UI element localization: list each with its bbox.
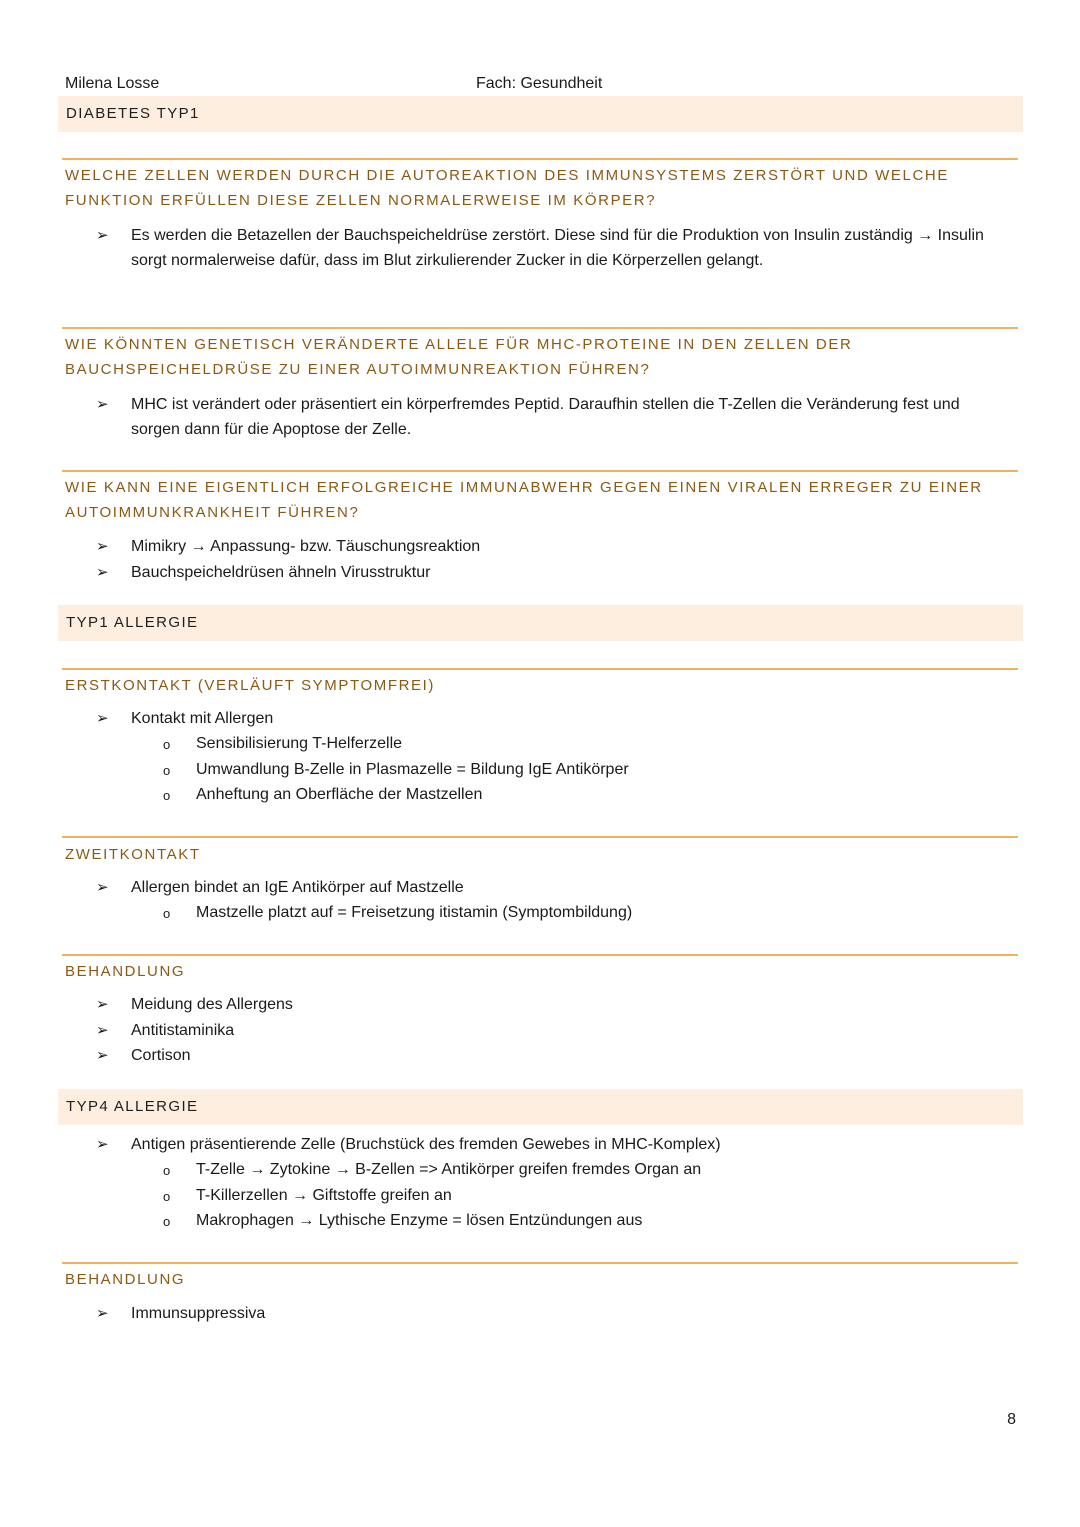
- arrow-bullet-icon: ➢: [96, 227, 109, 244]
- page-number: 8: [1007, 1411, 1016, 1428]
- circle-bullet-icon: o: [163, 1189, 171, 1204]
- subsection-heading: BEHANDLUNG: [65, 1271, 186, 1288]
- section-title: TYP4 ALLERGIE: [66, 1098, 199, 1115]
- bullet-text: sorgen dann für die Apoptose der Zelle.: [131, 421, 412, 438]
- bullet-text: sorgt normalerweise dafür, dass im Blut zirkulierender Zucker in die Körperzellen gelangt.: [131, 252, 764, 269]
- sub-bullet-text: Sensibilisierung T-Helferzelle: [196, 735, 403, 752]
- arrow-bullet-icon: ➢: [96, 1022, 109, 1039]
- arrow-bullet-icon: ➢: [96, 538, 109, 555]
- divider-rule: [62, 327, 1018, 329]
- circle-bullet-icon: o: [163, 1214, 171, 1229]
- section-band-diabetes: [58, 96, 1023, 132]
- section-title: DIABETES TYP1: [66, 105, 200, 122]
- subsection-heading: BEHANDLUNG: [65, 963, 186, 980]
- author-name: Milena Losse: [65, 75, 160, 92]
- bullet-text: Immunsuppressiva: [131, 1305, 266, 1322]
- sub-bullet-text: Makrophagen → Lythische Enzyme = lösen Entzündungen aus: [196, 1212, 643, 1229]
- question-heading: WIE KANN EINE EIGENTLICH ERFOLGREICHE IMMUNABWEHR GEGEN EINEN VIRALEN ERREGER ZU EINER AUTOIMMUNKRANKHEIT FÜHREN?: [65, 479, 983, 521]
- arrow-bullet-icon: ➢: [96, 396, 109, 413]
- bullet-text: Antitistaminika: [131, 1022, 235, 1039]
- section-band-typ1: [58, 605, 1023, 641]
- arrow-bullet-icon: ➢: [96, 1047, 109, 1064]
- circle-bullet-icon: o: [163, 763, 171, 778]
- sub-bullet-text: T-Killerzellen → Giftstoffe greifen an: [196, 1187, 452, 1204]
- section-band-typ4: [58, 1089, 1023, 1125]
- arrow-bullet-icon: ➢: [96, 996, 109, 1013]
- arrow-bullet-icon: ➢: [96, 1305, 109, 1322]
- divider-rule: [62, 836, 1018, 838]
- section-title: TYP1 ALLERGIE: [66, 614, 199, 631]
- arrow-bullet-icon: ➢: [96, 710, 109, 727]
- question-heading: WELCHE ZELLEN WERDEN DURCH DIE AUTOREAKTION DES IMMUNSYSTEMS ZERSTÖRT UND WELCHE FUNKTION ERFÜLLEN DIESE ZELLEN NORMALERWEISE IM KÖRPER?: [65, 167, 949, 209]
- sub-bullet-text: T-Zelle → Zytokine → B-Zellen => Antikörper greifen fremdes Organ an: [196, 1161, 702, 1178]
- subject-label: Fach: Gesundheit: [476, 75, 603, 92]
- arrow-bullet-icon: ➢: [96, 1136, 109, 1153]
- sub-bullet-text: Mastzelle platzt auf = Freisetzung itistamin (Symptombildung): [196, 904, 633, 921]
- question-heading: WIE KÖNNTEN GENETISCH VERÄNDERTE ALLELE FÜR MHC-PROTEINE IN DEN ZELLEN DER BAUCHSPEICHELDRÜSE ZU EINER AUTOIMMUNREAKTION FÜHREN?: [65, 336, 853, 378]
- subsection-heading: ZWEITKONTAKT: [65, 846, 201, 863]
- divider-rule: [62, 1262, 1018, 1264]
- circle-bullet-icon: o: [163, 737, 171, 752]
- bullet-text: Es werden die Betazellen der Bauchspeicheldrüse zerstört. Diese sind für die Produktion von Insulin zuständig → Insulin: [131, 227, 984, 244]
- bullet-text: MHC ist verändert oder präsentiert ein körperfremdes Peptid. Daraufhin stellen die T-Zellen die Veränderung fest und: [131, 396, 960, 413]
- sub-bullet-text: Umwandlung B-Zelle in Plasmazelle = Bildung IgE Antikörper: [196, 761, 629, 778]
- bullet-text: Bauchspeicheldrüsen ähneln Virusstruktur: [131, 564, 431, 581]
- bullet-text: Cortison: [131, 1047, 191, 1064]
- arrow-bullet-icon: ➢: [96, 564, 109, 581]
- divider-rule: [62, 668, 1018, 670]
- arrow-bullet-icon: ➢: [96, 879, 109, 896]
- circle-bullet-icon: o: [163, 1163, 171, 1178]
- sub-bullet-text: Anheftung an Oberfläche der Mastzellen: [196, 786, 483, 803]
- circle-bullet-icon: o: [163, 906, 171, 921]
- divider-rule: [62, 470, 1018, 472]
- circle-bullet-icon: o: [163, 788, 171, 803]
- divider-rule: [62, 954, 1018, 956]
- bullet-text: Antigen präsentierende Zelle (Bruchstück des fremden Gewebes in MHC-Komplex): [131, 1136, 721, 1153]
- bullet-text: Meidung des Allergens: [131, 996, 293, 1013]
- bullet-text: Mimikry → Anpassung- bzw. Täuschungsreaktion: [131, 538, 481, 555]
- subsection-heading: ERSTKONTAKT (VERLÄUFT SYMPTOMFREI): [65, 677, 435, 694]
- bullet-text: Allergen bindet an IgE Antikörper auf Mastzelle: [131, 879, 464, 896]
- divider-rule: [62, 158, 1018, 160]
- bullet-text: Kontakt mit Allergen: [131, 710, 274, 727]
